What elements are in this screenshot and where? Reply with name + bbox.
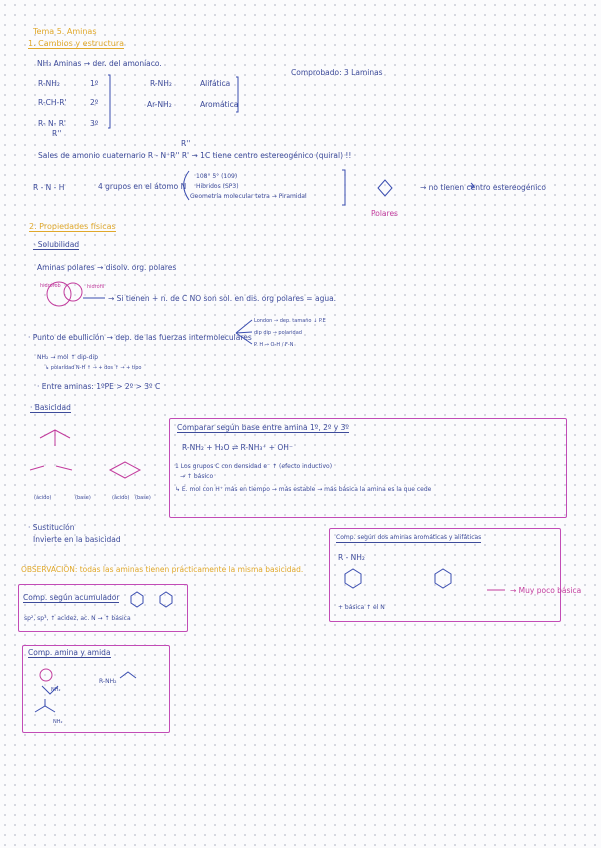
degree-3: 3º bbox=[90, 119, 99, 128]
solubilidad-heading: · Solubilidad bbox=[33, 240, 80, 249]
fuerza-london: London → dep. tamaño ↓ P.E bbox=[254, 318, 326, 324]
formula-rnrr: R- N- R' bbox=[38, 119, 66, 128]
formula-arom: Ar-NH₂ bbox=[147, 100, 172, 109]
amine-structure-1 bbox=[40, 430, 70, 446]
mas-sub: ↳ polaridad N-H ↑ → + dos ↑ → + tipo bbox=[45, 365, 142, 371]
observacion-note: OBSERVACIÓN: todas las aminas tienen prácticamente la misma basicidad. bbox=[21, 565, 304, 574]
base-label-1: (base) bbox=[75, 495, 91, 501]
aminas-polares-note: Aminas polares → disolv. org. polares bbox=[37, 263, 177, 272]
box2-line2: sp², sp³, ↑ acidez, ac. N → ↑ básica bbox=[24, 615, 131, 622]
hidrofob-label: hidrófob bbox=[40, 283, 61, 289]
sp3-note: 108° 5° (109) bbox=[196, 173, 238, 180]
invierte-note: Invierte en la basicidad bbox=[33, 535, 121, 544]
pyramid-molecule bbox=[378, 180, 392, 196]
sustitucion-heading: · Sustitución bbox=[28, 523, 75, 532]
hibridos-note: Hibridos (SP3) bbox=[196, 183, 239, 190]
label-alifatica: Alifática bbox=[200, 79, 231, 88]
box4-line3: NH₂ bbox=[53, 719, 63, 725]
box1-line1: 1 Los grupos C con densidad e⁻ ↑ (efecto inductivo) bbox=[175, 463, 333, 470]
hydrophilic-circle bbox=[64, 283, 82, 301]
amide-oxygen-circle bbox=[40, 669, 52, 681]
box1-line2: → ↑ básico bbox=[180, 473, 214, 480]
bracket-aromatic bbox=[236, 77, 238, 112]
r-label: R'' bbox=[181, 139, 191, 148]
nitro-note: 4 grupos en el átomo N bbox=[98, 182, 187, 191]
box1-equation: R-NH₂ + H₂O ⇌ R-NH₃⁺ + OH⁻ bbox=[182, 443, 293, 452]
basicidad-heading: · Basicidad bbox=[30, 403, 71, 412]
box2-title: Comp. según acumulador bbox=[23, 593, 120, 602]
section-2-heading: 2. Propiedades físicas bbox=[29, 222, 116, 231]
amide-structure-2 bbox=[35, 699, 55, 712]
ring-box2-2 bbox=[160, 592, 172, 607]
fuerza-ph: P. H → O-H / F-N bbox=[254, 342, 294, 348]
brace-nitrogen bbox=[184, 171, 189, 200]
box3-line1: R - NH₂ bbox=[338, 553, 365, 562]
nh3-note: NH₃ Aminas → der. del amoníaco. bbox=[37, 59, 162, 68]
bracket-geom bbox=[342, 170, 345, 205]
base-label-2: (base) bbox=[135, 495, 151, 501]
box3-line2: + básica ↑ el N bbox=[338, 604, 385, 611]
entre-aminas-note: · Entre aminas: 1ºPE > 2º > 3º C bbox=[37, 382, 161, 391]
section-1-heading: 1. Cambios y estructura bbox=[28, 39, 125, 48]
amide-structures bbox=[42, 672, 136, 694]
geometria-note: Geometría molecular tetra → Piramidal bbox=[190, 193, 307, 200]
polares-label: Polares bbox=[371, 209, 398, 218]
degree-1: 1º bbox=[90, 79, 99, 88]
benzene-ring-1 bbox=[345, 569, 361, 588]
ring-box2-1 bbox=[131, 592, 143, 607]
benzene-ring-2 bbox=[435, 569, 451, 588]
hidrofil-label: hidrófil bbox=[87, 284, 105, 290]
label-aromatica: Aromática bbox=[200, 100, 239, 109]
centro-note: → no tienen centro estereogénico bbox=[420, 183, 546, 192]
formula-alif: R-NH₂ bbox=[150, 79, 172, 88]
forces-branch bbox=[236, 320, 252, 344]
muy-poco-basica: → Muy poco básica bbox=[510, 586, 582, 595]
box4-line1: R-NH₂ bbox=[99, 678, 117, 685]
box4-title: Comp. amina y amida bbox=[28, 648, 111, 657]
formula-rnhr: R-CH-R' bbox=[38, 98, 67, 107]
page-title: Tema 5. Aminas bbox=[33, 27, 97, 36]
acid-label-1: (ácido) bbox=[34, 495, 52, 501]
box1-line3: ↳ E. mol con H⁺ más en tiempo → más estable → más básica la amina es la que cede bbox=[175, 486, 432, 493]
formula-r-n: R - N - H bbox=[33, 183, 65, 192]
mas-note: NH₂ → mol ↑ dip-dip bbox=[37, 354, 99, 361]
box1-title: Comparar según base entre amina 1º, 2º y 3º bbox=[177, 423, 349, 432]
punto-ebullicion-note: · Punto de ebullición → dep. de las fuerzas intermoleculares bbox=[28, 333, 252, 342]
formula-rpp: R'' bbox=[52, 129, 62, 138]
degree-2: 2º bbox=[90, 98, 99, 107]
amine-structure-2 bbox=[30, 462, 140, 478]
arrow-centro bbox=[468, 183, 474, 189]
cadena-note: → Si tienen + n. de C NO son sol. en dis. org polares = agua. bbox=[108, 294, 337, 303]
sales-note: Sales de amonio cuaternario R - N⁺R'' R' → 1C tiene centro estereogénico (quiral) !! bbox=[38, 151, 352, 160]
bracket-degrees bbox=[108, 75, 110, 128]
fuerza-dipdip: dip dip → polaridad bbox=[254, 330, 302, 336]
comprobado-note: Comprobado: 3 Laminas bbox=[291, 68, 383, 77]
formula-rnh2: R-NH₂ bbox=[38, 79, 60, 88]
acid-label-2: (ácido) bbox=[112, 495, 130, 501]
box4-line2: NH₂ bbox=[51, 687, 61, 693]
box3-title: Comp. según dos aminas aromáticas y alifáticas bbox=[336, 534, 482, 541]
